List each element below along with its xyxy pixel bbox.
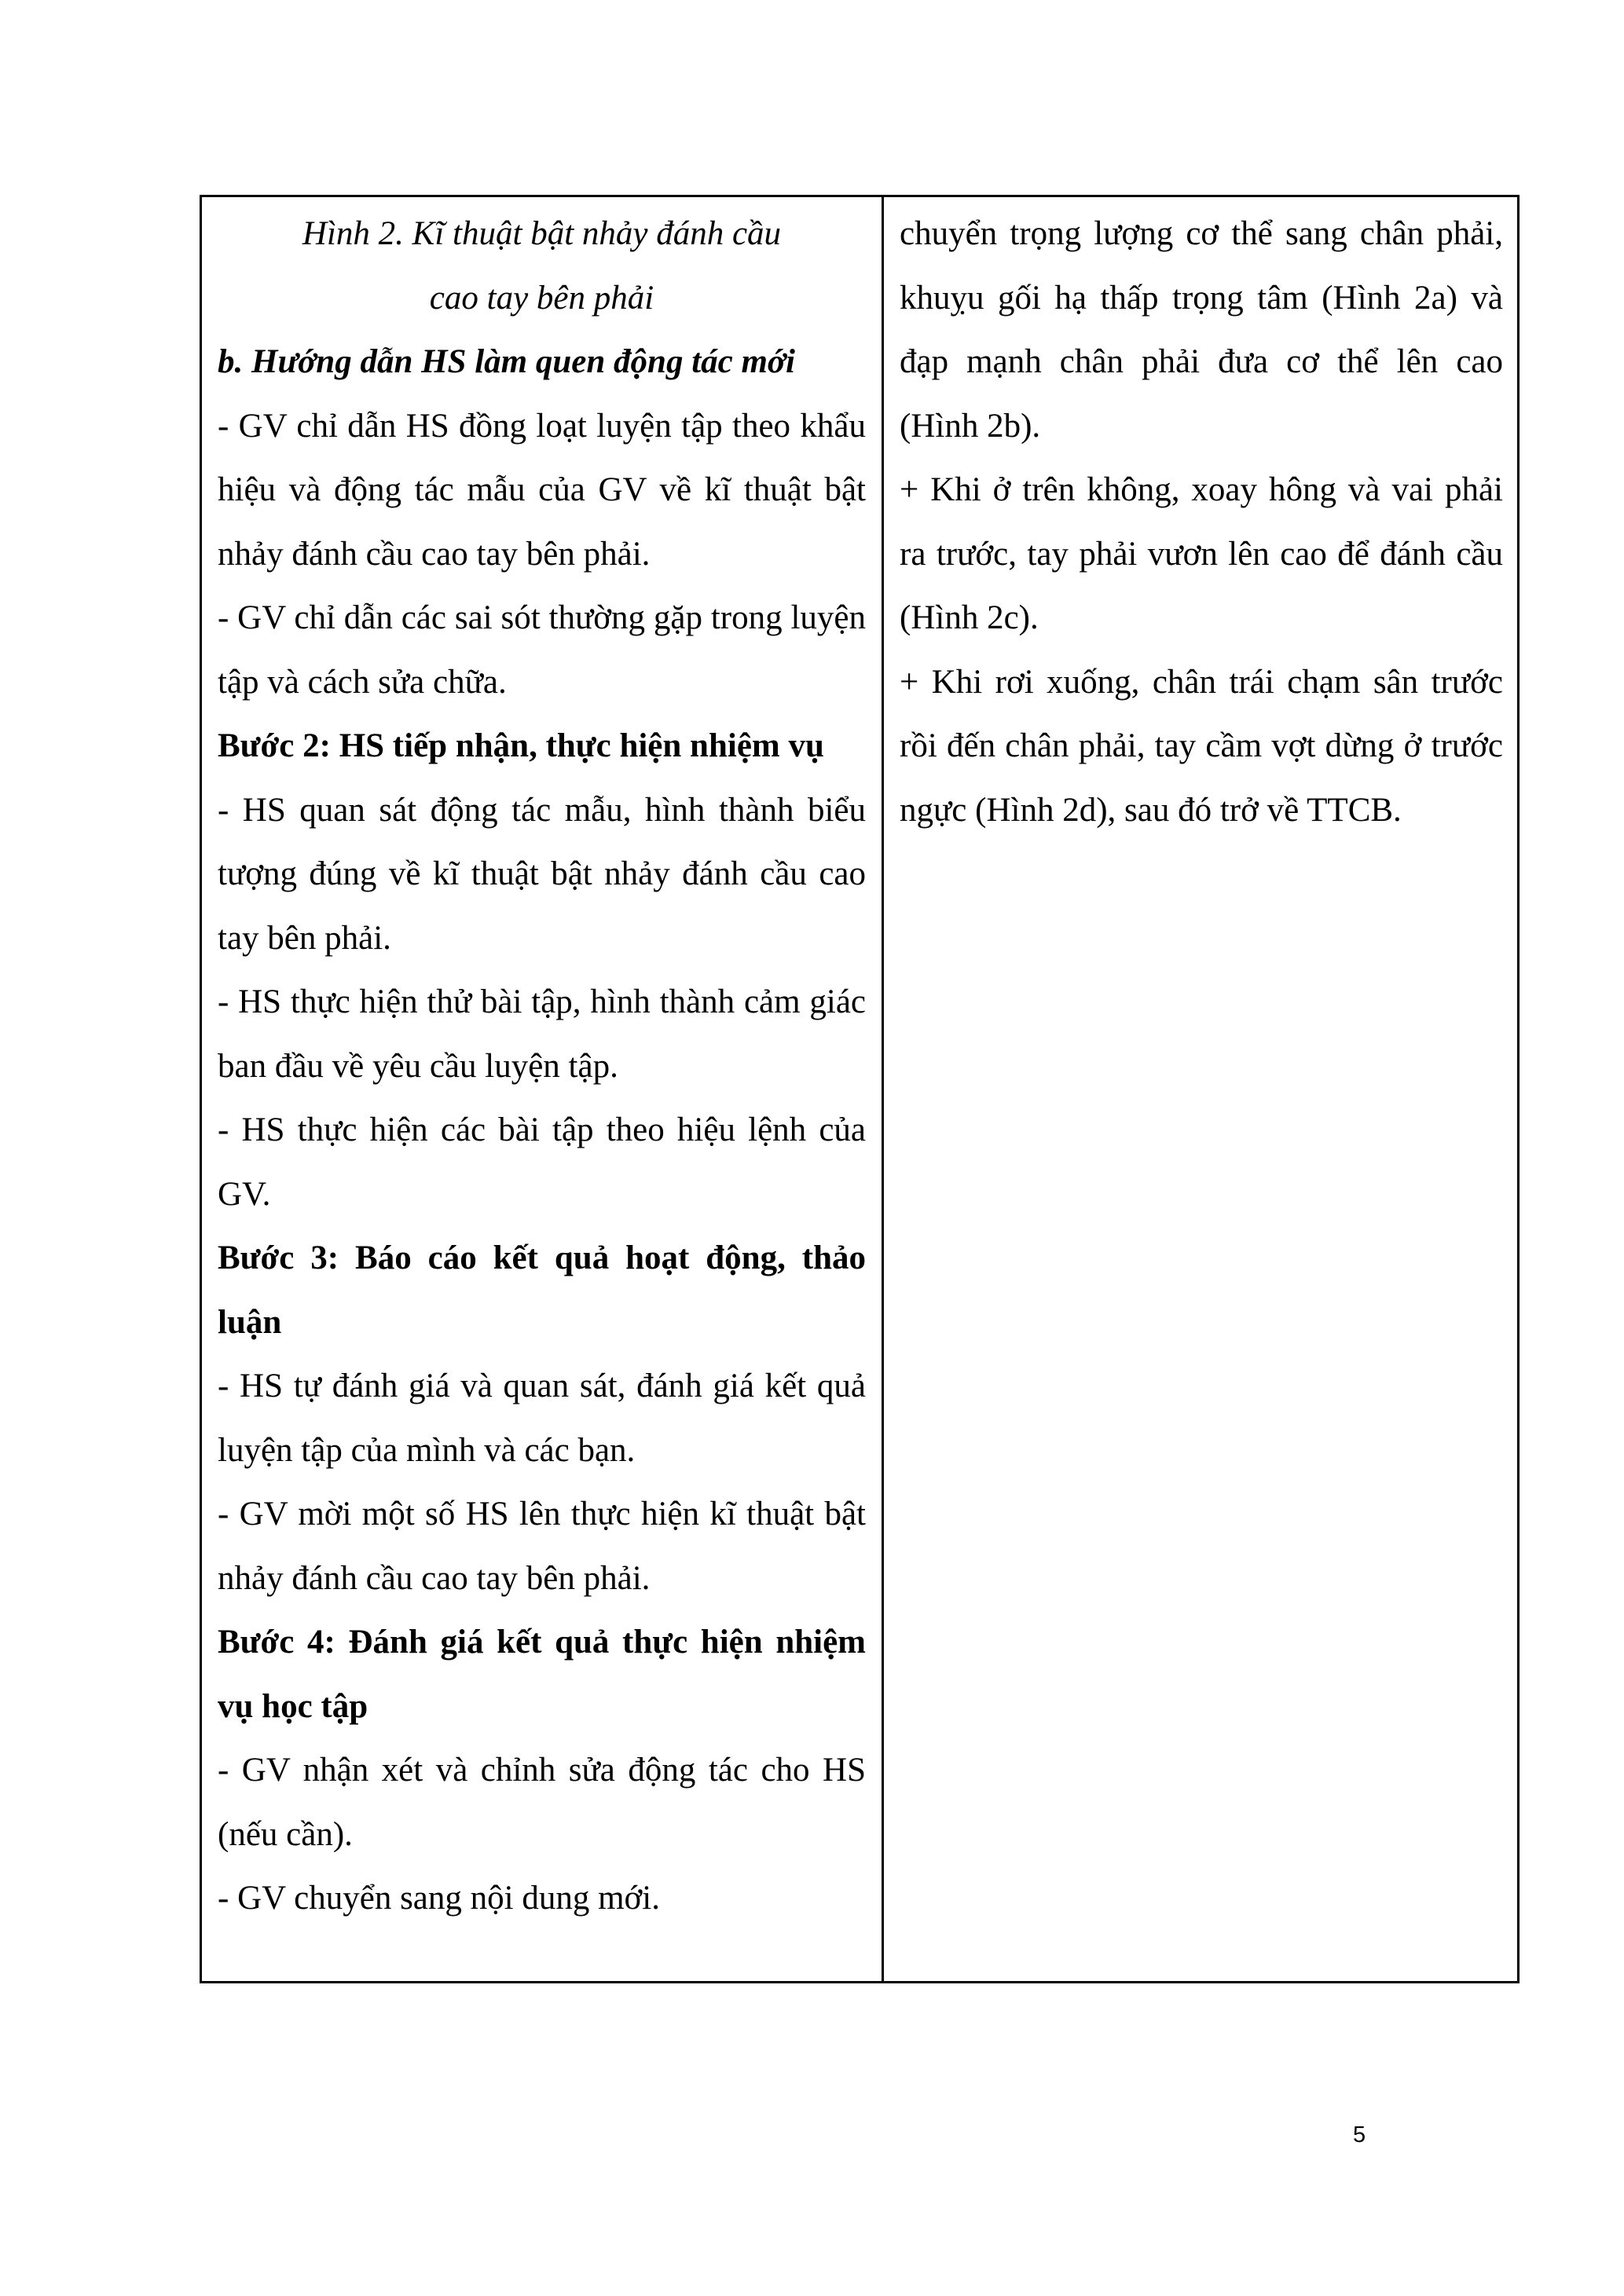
gv-instruction-1: - GV chỉ dẫn HS đồng loạt luyện tập theo khẩu hiệu và động tác mẫu của GV về kĩ thuật bật nhảy đánh cầu cao tay bên phải. bbox=[218, 407, 866, 573]
step3-item-2: - GV mời một số HS lên thực hiện kĩ thuật bật nhảy đánh cầu cao tay bên phải. bbox=[218, 1496, 866, 1597]
expected-outcome-column bbox=[884, 197, 1517, 1981]
lesson-table bbox=[200, 195, 1520, 1983]
section-b-heading: b. Hướng dẫn HS làm quen động tác mới bbox=[218, 343, 795, 380]
step2-item-1: - HS quan sát động tác mẫu, hình thành biểu tượng đúng về kĩ thuật bật nhảy đánh cầu cao tay bên phải. bbox=[218, 791, 866, 957]
page-number: 5 bbox=[1353, 2122, 1366, 2148]
step4-item-2: - GV chuyển sang nội dung mới. bbox=[218, 1880, 660, 1917]
teacher-student-activity-column bbox=[202, 197, 884, 1981]
technique-paragraph-1: chuyển trọng lượng cơ thể sang chân phải, khuỵu gối hạ thấp trọng tâm (Hình 2a) và đạp mạnh chân phải đưa cơ thể lên cao (Hình 2b). bbox=[900, 215, 1503, 445]
gv-instruction-2: - GV chỉ dẫn các sai sót thường gặp trong luyện tập và cách sửa chữa. bbox=[218, 599, 866, 701]
step2-item-2: - HS thực hiện thử bài tập, hình thành cảm giác ban đầu về yêu cầu luyện tập. bbox=[218, 983, 866, 1085]
step2-item-3: - HS thực hiện các bài tập theo hiệu lệnh của GV. bbox=[218, 1111, 866, 1213]
step2-heading: Bước 2: HS tiếp nhận, thực hiện nhiệm vụ bbox=[218, 727, 824, 764]
figure-caption-line1: Hình 2. Kĩ thuật bật nhảy đánh cầu bbox=[302, 215, 782, 252]
technique-paragraph-3: + Khi rơi xuống, chân trái chạm sân trước rồi đến chân phải, tay cầm vợt dừng ở trước ngực (Hình 2d), sau đó trở về TTCB. bbox=[900, 663, 1503, 829]
step4-item-1: - GV nhận xét và chỉnh sửa động tác cho HS (nếu cần). bbox=[218, 1752, 866, 1853]
figure-caption-line2: cao tay bên phải bbox=[429, 279, 654, 317]
step3-item-1: - HS tự đánh giá và quan sát, đánh giá kết quả luyện tập của mình và các bạn. bbox=[218, 1368, 866, 1469]
technique-paragraph-2: + Khi ở trên không, xoay hông và vai phải ra trước, tay phải vươn lên cao để đánh cầu (Hình 2c). bbox=[900, 471, 1503, 636]
step3-heading: Bước 3: Báo cáo kết quả hoạt động, thảo luận bbox=[218, 1240, 866, 1341]
step4-heading: Bước 4: Đánh giá kết quả thực hiện nhiệm vụ học tập bbox=[218, 1624, 866, 1725]
